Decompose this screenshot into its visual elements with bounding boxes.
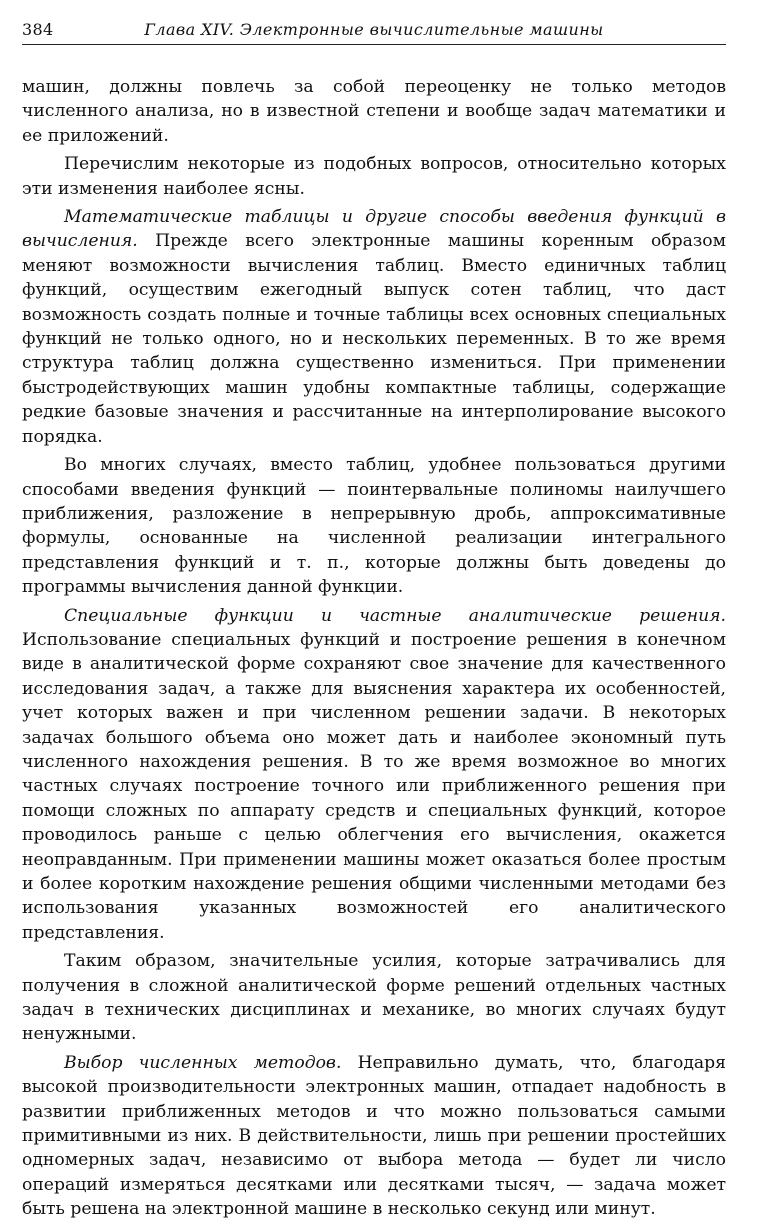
- book-page: [22, 14, 726, 1220]
- paragraph-text: Использование специальных функций и построение решения в конечном виде в аналитической форме сохраняют свое значение для качественного исследования задач, а также для выяснения характера их особенностей, учет которых важен и при численном решении задачи. В некоторых задачах большого объема оно может дать и наиболее экономный путь численного нахождения решения. В то же время возможное во многих частных случаях построение точного или приближенного решения при помощи сложных по аппарату средств и специальных функций, которое проводилось раньше с целью облегчения его вычисления, окажется неоправданным. При применении машины может оказаться более простым и более коротким нахождение решения общими численными методами без использования указанных возможностей его аналитического представления.: [22, 629, 726, 943]
- section-lead-tables: Математические таблицы и другие способы введения функций в вычисления.: [22, 207, 726, 252]
- section-lead-special-functions: Специальные функции и частные аналитические решения.: [64, 605, 726, 626]
- paragraph-continuation: [22, 75, 726, 148]
- paragraph-text: машин, должны повлечь за собой переоценку не только методов численного анализа, но в известной степени и вообще задач математики и ее приложений.: [22, 77, 726, 146]
- paragraph-text: Неправильно думать, что, благодаря высокой производительности электронных машин, отпадает надобность в развитии приближенных методов и что можно пользоваться самыми примитивными из них. В действительности, лишь при решении простейших одномерных задач, независимо от выбора метода — будет ли число операций измеряться десятками или десятками тысяч, — задача может быть решена на электронной машине в несколько секунд или минут.: [22, 1052, 726, 1220]
- paragraph-tables-section: [22, 205, 726, 449]
- page-number: 384: [22, 20, 54, 39]
- running-head: [22, 14, 726, 45]
- body-text: [22, 75, 726, 1222]
- section-lead-numerical-methods: Выбор численных методов.: [64, 1052, 342, 1073]
- running-title: Глава XIV. Электронные вычислительные машины: [144, 20, 604, 39]
- paragraph-text: Во многих случаях, вместо таблиц, удобнее пользоваться другими способами введения функций — поинтервальные полиномы наилучшего приближения, разложение в непрерывную дробь, аппроксимативные формулы, основанные на численной реализации интегрального представления функций и т. п., которые должны быть доведены до программы вычисления данной функции.: [22, 455, 726, 598]
- paragraph-special-functions-section: [22, 604, 726, 946]
- paragraph-text: Перечислим некоторые из подобных вопросов, относительно которых эти изменения наиболее ясны.: [22, 154, 726, 199]
- paragraph-numerical-methods-section: [22, 1051, 726, 1222]
- paragraph: [22, 152, 726, 201]
- paragraph: [22, 453, 726, 599]
- paragraph-text: Таким образом, значительные усилия, которые затрачивались для получения в сложной аналитической форме решений отдельных частных задач в технических дисциплинах и механике, во многих случаях будут ненужными.: [22, 951, 726, 1045]
- paragraph-text: Прежде всего электронные машины коренным образом меняют возможности вычисления таблиц. Вместо единичных таблиц функций, осуществим ежегодный выпуск сотен таблиц, что даст возможность создать полные и точные таблицы всех основных специальных функций не только одного, но и нескольких переменных. В то же время структура таблиц должна существенно измениться. При применении быстродействующих машин удобны компактные таблицы, содержащие редкие базовые значения и рассчитанные на интерполирование высокого порядка.: [22, 231, 726, 447]
- paragraph: [22, 949, 726, 1047]
